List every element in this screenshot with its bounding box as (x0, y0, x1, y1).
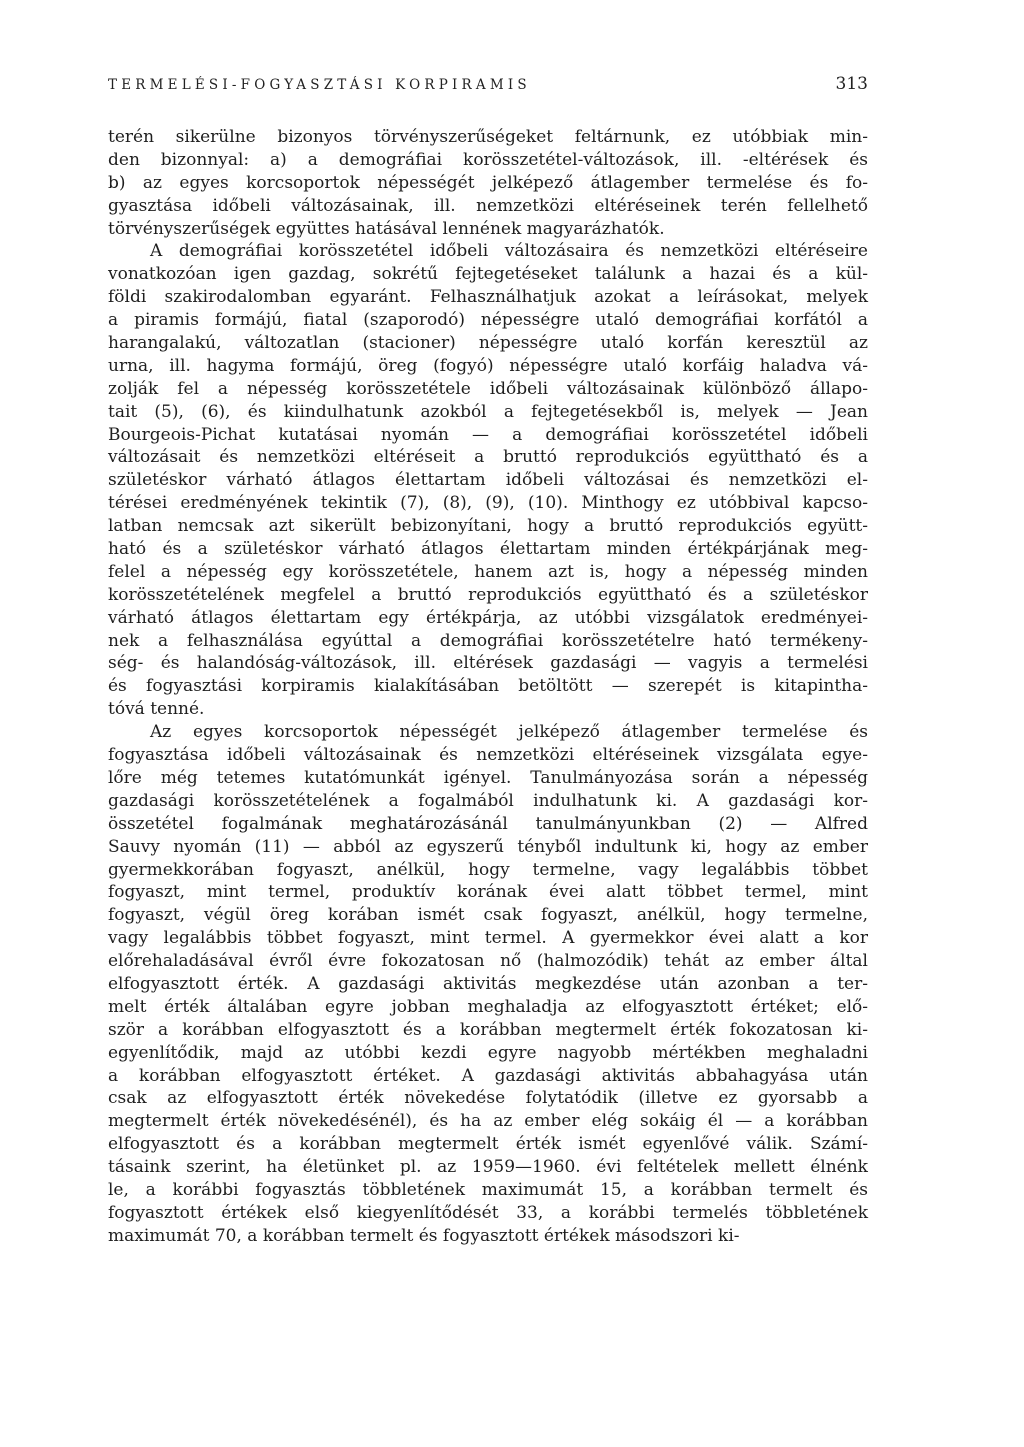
text-line: ség- és halandóság-változások, ill. eltérések gazdasági — vagyis a termelési (108, 653, 868, 674)
text-line: a korábban elfogyasztott értéket. A gazdasági aktivitás abbahagyása után (108, 1065, 868, 1086)
text-line: gyermekkorában fogyaszt, anélkül, hogy termelne, vagy legalábbis többet (108, 859, 868, 880)
paragraph (108, 721, 868, 1247)
text-line: a piramis formájú, fiatal (szaporodó) népességre utaló demográfiai korfától a (108, 310, 868, 331)
text-line: Bourgeois-Pichat kutatásai nyomán — a demográfiai korösszetétel időbeli (108, 424, 868, 445)
text-line: fogyasztott értékek első kiegyenlítődését 33, a korábbi termelés többletének (108, 1202, 868, 1223)
text-line: várható átlagos élettartam egy értékpárja, az utóbbi vizsgálatok eredményei- (108, 607, 868, 628)
page-number: 313 (835, 74, 868, 94)
text-line: törvényszerűségek együttes hatásával lennének magyarázhatók. (108, 218, 665, 239)
text-line: maximumát 70, a korábban termelt és fogyasztott értékek másodszori ki- (108, 1225, 740, 1246)
text-line: elfogyasztott érték. A gazdasági aktivitás megkezdése után azonban a ter- (108, 973, 868, 994)
text-line: születéskor várható átlagos élettartam időbeli változásai és nemzetközi el- (108, 470, 868, 491)
text-line: gazdasági korösszetételének a fogalmából indulhatunk ki. A gazdasági kor- (108, 790, 868, 811)
text-line: urna, ill. hagyma formájú, öreg (fogyó) népességre utaló korfáig haladva vá- (108, 355, 868, 376)
text-line: összetétel fogalmának meghatározásánál tanulmányunkban (2) — Alfred (108, 813, 868, 834)
text-line: megtermelt érték növekedésénél), és ha az ember elég sokáig él — a korábban (108, 1111, 868, 1132)
text-line: felel a népesség egy korösszetétele, hanem azt is, hogy a népesség minden (108, 561, 868, 582)
text-line: melt érték általában egyre jobban meghaladja az elfogyasztott értéket; elő- (108, 996, 868, 1017)
text-line: A demográfiai korösszetétel időbeli változásaira és nemzetközi eltéréseire (150, 241, 868, 262)
text-line: b) az egyes korcsoportok népességét jelképező átlagember termelése és fo- (108, 172, 868, 193)
text-line: vagy legalábbis többet fogyaszt, mint termel. A gyermekkor évei alatt a kor (108, 928, 868, 949)
body-text (108, 126, 868, 1248)
text-line: den bizonnyal: a) a demográfiai korösszetétel-változások, ill. -eltérések és (108, 149, 868, 170)
text-line: ható és a születéskor várható átlagos élettartam minden értékpárjának meg- (108, 539, 868, 560)
text-line: előrehaladásával évről évre fokozatosan nő (halmozódik) tehát az ember által (108, 951, 868, 972)
text-line: nek a felhasználása egyúttal a demográfiai korösszetételre ható termékeny- (108, 630, 868, 651)
text-line: latban nemcsak azt sikerült bebizonyítani, hogy a bruttó reprodukciós együtt- (108, 516, 868, 537)
text-line: tait (5), (6), és kiindulhatunk azokból a fejtegetésekből is, melyek — Jean (108, 401, 868, 422)
text-line: elfogyasztott és a korábban megtermelt érték ismét egyenlővé válik. Számí- (108, 1134, 868, 1155)
text-line: Az egyes korcsoportok népességét jelképező átlagember termelése és (150, 722, 868, 743)
text-line: fogyaszt, mint termel, produktív korának évei alatt többet termel, mint (108, 882, 868, 903)
text-line: csak az elfogyasztott érték növekedése folytatódik (illetve ez gyorsabb a (108, 1088, 868, 1109)
text-line: vonatkozóan igen gazdag, sokrétű fejtegetéseket találunk a hazai és a kül- (108, 264, 868, 285)
text-line: tóvá tenné. (108, 699, 205, 720)
text-line: fogyaszt, végül öreg korában ismét csak fogyaszt, anélkül, hogy termelne, (108, 905, 868, 926)
text-line: térései eredményének tekintik (7), (8), (9), (10). Minthogy ez utóbbival kapcso- (108, 493, 868, 514)
text-line: földi szakirodalomban egyaránt. Felhasználhatjuk azokat a leírásokat, melyek (108, 287, 868, 308)
text-line: lőre még tetemes kutatómunkát igényel. Tanulmányozása során a népesség (108, 767, 868, 788)
text-line: zolják fel a népesség korösszetétele időbeli változásainak különböző állapo- (108, 378, 868, 399)
text-line: le, a korábbi fogyasztás többletének maximumát 15, a korábban termelt és (108, 1179, 868, 1200)
text-line: terén sikerülne bizonyos törvényszerűségeket feltárnunk, ez utóbbiak min- (108, 127, 868, 147)
text-line: egyenlítődik, majd az utóbbi kezdi egyre nagyobb mértékben meghaladni (108, 1042, 868, 1063)
text-line: változásait és nemzetközi eltéréseit a bruttó reprodukciós együttható és a (108, 447, 868, 468)
text-line: Sauvy nyomán (11) — abból az egyszerű tényből indultunk ki, hogy az ember (108, 836, 868, 857)
running-head: TERMELÉSI-FOGYASZTÁSI KORPIRAMIS (108, 77, 531, 93)
text-line: ször a korábban elfogyasztott és a korábban megtermelt érték fokozatosan ki- (108, 1019, 868, 1040)
paragraph (108, 240, 868, 721)
text-line: gyasztása időbeli változásainak, ill. nemzetközi eltéréseinek terén fellelhető (108, 195, 868, 216)
text-line: és fogyasztási korpiramis kialakításában betöltött — szerepét is kitapintha- (108, 676, 868, 697)
paragraph (108, 126, 868, 240)
text-line: fogyasztása időbeli változásainak és nemzetközi eltéréseinek vizsgálata egye- (108, 745, 868, 766)
text-line: korösszetételének megfelel a bruttó reprodukciós együttható és a születéskor (108, 584, 868, 605)
text-line: tásaink szerint, ha életünket pl. az 1959—1960. évi feltételek mellett élnénk (108, 1157, 868, 1178)
page-header (108, 74, 868, 94)
text-line: harangalakú, változatlan (stacioner) népességre utaló korfán keresztül az (108, 333, 868, 354)
